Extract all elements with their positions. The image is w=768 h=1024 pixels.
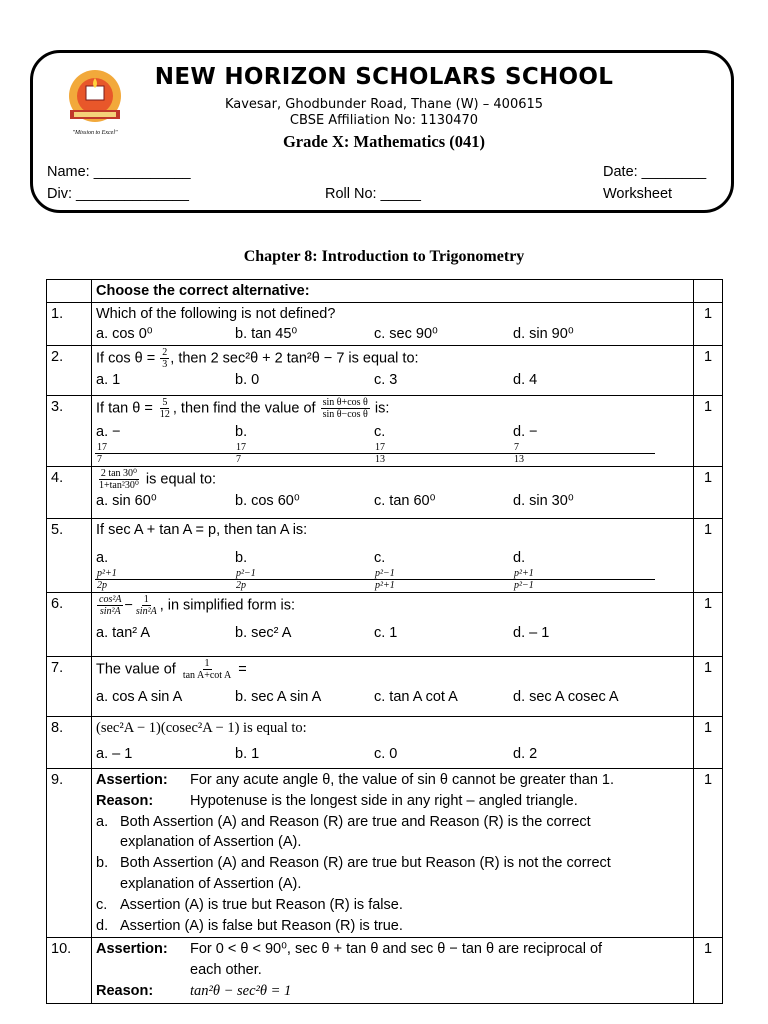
choice-b-cont: explanation of Assertion (A). — [120, 875, 302, 892]
option-b: b. $\frac{17}{7}$ — [235, 422, 374, 465]
option-d: d. sin 30⁰ — [513, 493, 574, 509]
option-b: b. tan 45⁰ — [235, 326, 298, 342]
options — [96, 623, 689, 643]
question-row — [47, 657, 723, 717]
option-c: c. sec 90⁰ — [374, 326, 438, 342]
question-text: (sec²A − 1)(cosec²A − 1) is equal to: — [96, 720, 307, 736]
options — [96, 422, 689, 465]
option-b: b. sec A sin A — [235, 689, 322, 705]
marks: 1 — [694, 769, 723, 938]
option-b: b. cos 60⁰ — [235, 493, 300, 509]
question-number: 3. — [47, 396, 92, 467]
affiliation-number: CBSE Affiliation No: 1130470 — [289, 113, 479, 128]
options — [96, 744, 689, 764]
option-c: c. $\frac{\text{p²−1}}{\text{p²+1}}$ — [374, 548, 513, 591]
section-title: Choose the correct alternative: — [92, 280, 694, 303]
options — [96, 687, 689, 707]
option-d: d. sec A cosec A — [513, 689, 619, 705]
question-row — [47, 467, 723, 519]
question-row — [47, 717, 723, 769]
assertion-cont: each other. — [190, 962, 262, 979]
name-field: Name: ____________ — [47, 164, 191, 180]
option-c: c. $\frac{17}{13}$ — [374, 422, 513, 465]
marks: 1 — [694, 519, 723, 593]
roll-no-field: Roll No: _____ — [325, 186, 421, 202]
question-number: 9. — [47, 769, 92, 938]
options — [96, 548, 689, 591]
question-text: $\frac{\text{2 tan 30⁰}}{\text{1+tan²30⁰}}$ is equal to: — [99, 468, 217, 491]
option-a: a. cos A sin A — [96, 689, 183, 705]
choice-a-cont: explanation of Assertion (A). — [120, 834, 302, 851]
question-row — [47, 938, 723, 1003]
question-table — [46, 279, 723, 1004]
option-a: a. sin 60⁰ — [96, 493, 157, 509]
option-c: c. tan A cot A — [374, 689, 458, 705]
question-row — [47, 769, 723, 938]
option-d: d. − $\frac{7}{13}$ — [513, 422, 652, 465]
option-a: a. tan² A — [96, 625, 151, 641]
question-text: Which of the following is not defined? — [96, 306, 336, 322]
school-address: Kavesar, Ghodbunder Road, Thane (W) – 400615 — [224, 97, 544, 112]
option-b: b. $\frac{\text{p²−1}}{2p}$ — [235, 548, 374, 591]
option-d: d. $\frac{\text{p²+1}}{\text{p²−1}}$ — [513, 548, 652, 591]
question-text: $\frac{\text{cos²A}}{\text{sin²A}}$ − $\frac{1}{\text{sin²A}}$ , in simplified form is: — [99, 594, 296, 617]
fraction: $\frac{1}{\text{sin²A}}$ — [135, 594, 157, 617]
assertion: Assertion: For any acute angle θ, the value of sin θ cannot be greater than 1. — [96, 772, 615, 788]
question-number: 10. — [47, 938, 92, 1003]
reason: Reason: tan²θ − sec²θ = 1 — [96, 982, 292, 999]
marks: 1 — [694, 346, 723, 396]
option-a: a. $\frac{\text{p²+1}}{2p}$ — [96, 548, 235, 591]
option-c: c. tan 60⁰ — [374, 493, 436, 509]
choice-b: b. Both Assertion (A) and Reason (R) are true but Reason (R) is not the correct — [96, 855, 611, 872]
fraction: $\frac{1}{\text{tan A+cot A}}$ — [182, 658, 232, 681]
grade-subject: Grade X: Mathematics (041) — [282, 132, 486, 151]
question-number: 4. — [47, 467, 92, 519]
choice-a: a. Both Assertion (A) and Reason (R) are true and Reason (R) is the correct — [96, 813, 591, 830]
fraction: $\frac{\text{cos²A}}{\text{sin²A}}$ — [99, 594, 122, 617]
option-b: b. sec² A — [235, 625, 292, 641]
question-row — [47, 519, 723, 593]
marks: 1 — [694, 467, 723, 519]
fraction: $\frac{\text{2 tan 30⁰}}{\text{1+tan²30⁰}}$ — [99, 468, 139, 491]
question-text: If tan θ = $\frac{5}{12}$ , then find the value of $\frac{\text{sin θ+cos θ}}{\text{sin θ−cos θ}}$ is: — [96, 397, 390, 420]
question-number: 1. — [47, 303, 92, 346]
school-name: NEW HORIZON SCHOLARS SCHOOL — [154, 64, 614, 90]
div-field: Div: ______________ — [47, 186, 189, 202]
option-a: a. 1 — [96, 372, 121, 388]
option-a: a. cos 0⁰ — [96, 326, 153, 342]
fraction: $\frac{5}{12}$ — [159, 397, 170, 420]
options — [96, 491, 689, 511]
svg-text:"Mission to Excel": "Mission to Excel" — [72, 130, 118, 136]
option-b: b. 1 — [235, 746, 260, 762]
question-text: If sec A + tan A = p, then tan A is: — [96, 522, 308, 538]
option-d: d. – 1 — [513, 625, 550, 641]
question-number: 2. — [47, 346, 92, 396]
question-number: 6. — [47, 593, 92, 657]
question-row — [47, 303, 723, 346]
question-text: The value of $\frac{1}{\text{tan A+cot A}}$ = — [96, 658, 247, 681]
fraction: $\frac{2}{3}$ — [162, 347, 168, 370]
marks: 1 — [694, 717, 723, 769]
option-d: d. sin 90⁰ — [513, 326, 574, 342]
choice-c: c. Assertion (A) is true but Reason (R) is false. — [96, 896, 403, 913]
option-c: c. 3 — [374, 372, 398, 388]
question-row — [47, 346, 723, 396]
fraction: $\frac{\text{sin θ+cos θ}}{\text{sin θ−cos θ}}$ — [322, 397, 368, 420]
marks: 1 — [694, 938, 723, 1003]
question-number: 5. — [47, 519, 92, 593]
question-text: If cos θ = $\frac{2}{3}$ , then 2 sec²θ + 2 tan²θ − 7 is equal to: — [96, 347, 419, 370]
date-field: Date: ________ — [603, 164, 707, 180]
marks: 1 — [694, 657, 723, 717]
option-c: c. 1 — [374, 625, 398, 641]
marks: 1 — [694, 593, 723, 657]
worksheet-label: Worksheet — [603, 186, 673, 202]
choice-d: d. Assertion (A) is false but Reason (R) is true. — [96, 917, 403, 934]
options — [96, 370, 689, 390]
reason: Reason: Hypotenuse is the longest side in any right – angled triangle. — [96, 792, 578, 809]
options — [96, 324, 689, 344]
option-a: a. − $\frac{17}{7}$ — [96, 422, 235, 465]
question-row — [47, 593, 723, 657]
marks: 1 — [694, 396, 723, 467]
assertion: Assertion: For 0 < θ < 90⁰, sec θ + tan θ and sec θ − tan θ are reciprocal of — [96, 941, 603, 958]
section-header-row — [47, 280, 723, 303]
chapter-title: Chapter 8: Introduction to Trigonometry — [243, 248, 525, 265]
option-b: b. 0 — [235, 372, 260, 388]
option-c: c. 0 — [374, 746, 398, 762]
marks: 1 — [694, 303, 723, 346]
question-number: 7. — [47, 657, 92, 717]
question-number: 8. — [47, 717, 92, 769]
option-a: a. – 1 — [96, 746, 133, 762]
option-d: d. 2 — [513, 746, 538, 762]
option-d: d. 4 — [513, 372, 538, 388]
question-row — [47, 396, 723, 467]
